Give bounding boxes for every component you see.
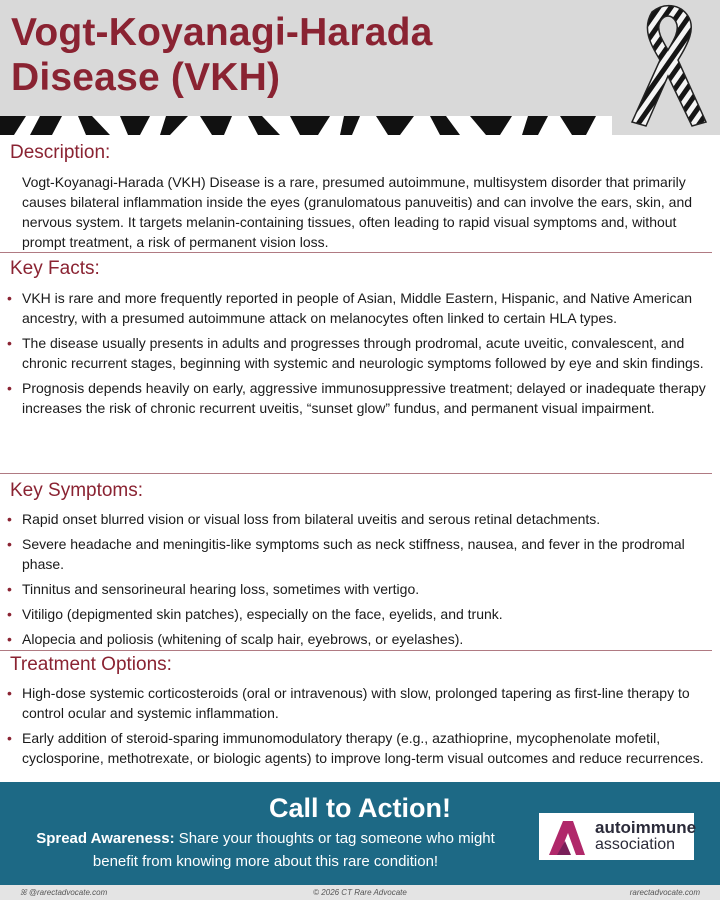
- divider: [0, 473, 712, 474]
- bullet-icon: •: [7, 606, 12, 622]
- list-item: • Early addition of steroid-sparing immunomodulatory therapy (e.g., azathioprine, mycophenolate mofetil, cyclosporine, methotrexate, or biologic agents) to improve long-term visual outcomes and reduce recurrences.: [7, 730, 704, 766]
- list-item: • Vitiligo (depigmented skin patches), especially on the face, eyelids, and trunk.: [7, 606, 503, 622]
- list-item: • Alopecia and poliosis (whitening of scalp hair, eyebrows, or eyelashes).: [7, 631, 464, 647]
- key-symptoms-heading: Key Symptoms:: [10, 480, 144, 501]
- list-item: • Severe headache and meningitis-like symptoms such as neck stiffness, nausea, and fever in the prodromal phase.: [7, 536, 685, 572]
- zebra-ribbon-icon: [612, 0, 720, 135]
- divider: [0, 650, 712, 651]
- bullet-icon: •: [7, 511, 12, 527]
- bullet-icon: •: [7, 335, 12, 351]
- call-to-action-banner: [0, 782, 720, 885]
- footer-handle[interactable]: ꕤ @rarectadvocate.com: [20, 888, 108, 897]
- key-symptoms-list: [0, 509, 712, 654]
- bullet-icon: •: [7, 290, 12, 306]
- butterfly-icon: ꕤ: [20, 888, 29, 897]
- logo-word-association: association: [595, 836, 676, 853]
- zebra-stripe-band: [0, 116, 612, 135]
- logo-word-autoimmune: autoimmune: [595, 818, 697, 837]
- footer-copyright: © 2026 CT Rare Advocate: [313, 888, 407, 897]
- treatment-list: [0, 683, 712, 773]
- list-item: • Tinnitus and sensorineural hearing loss, sometimes with vertigo.: [7, 581, 420, 597]
- footer-website-link[interactable]: rarectadvocate.com: [629, 888, 700, 897]
- bullet-icon: •: [7, 536, 12, 552]
- list-item: • High-dose systemic corticosteroids (oral or intravenous) with slow, prolonged tapering as first-line therapy to control ocular and systemic inflammation.: [7, 685, 690, 721]
- list-item: • VKH is rare and more frequently reported in people of Asian, Middle Eastern, Hispanic, and Native American ancestry, with a presumed autoimmune attack on melanocytes often linked to certain HLA types.: [7, 290, 693, 326]
- cta-body: Share your thoughts or tag someone who might benefit from knowing more about this rare condition!: [92, 830, 495, 870]
- cta-lead: Spread Awareness:: [36, 830, 175, 847]
- title-line-1: Vogt-Koyanagi-Harada: [11, 11, 433, 54]
- treatment-heading: Treatment Options:: [10, 654, 172, 675]
- bullet-icon: •: [7, 730, 12, 746]
- autoimmune-association-logo[interactable]: [539, 813, 697, 860]
- bullet-icon: •: [7, 581, 12, 597]
- bullet-icon: •: [7, 631, 12, 647]
- list-item: • Rapid onset blurred vision or visual loss from bilateral uveitis and serous retinal detachments.: [7, 511, 601, 527]
- logo-mark-icon: [545, 817, 589, 857]
- bullet-icon: •: [7, 380, 12, 396]
- description-heading: Description:: [10, 142, 111, 163]
- key-facts-list: [0, 288, 712, 423]
- footer-bar: [0, 885, 720, 900]
- title-line-2: Disease (VKH): [11, 56, 281, 99]
- page-title: [11, 10, 571, 100]
- header: [0, 0, 720, 135]
- description-text: Vogt-Koyanagi-Harada (VKH) Disease is a rare, presumed autoimmune, multisystem disorder that primarily causes bilateral inflammation inside the eyes (granulomatous panuveitis) and can involve the ears, skin, and nervous system. It targets melanin-containing tissues, often leading to rapid visual symptoms and, without prompt treatment, a risk of permanent vision loss.: [22, 174, 693, 250]
- divider: [0, 252, 712, 253]
- bullet-icon: •: [7, 685, 12, 701]
- key-facts-heading: Key Facts:: [10, 258, 100, 279]
- list-item: • The disease usually presents in adults and progresses through prodromal, acute uveitic, convalescent, and chronic recurrent stages, beginning with systemic and neurologic symptoms followed by eye and skin findings.: [7, 335, 704, 371]
- cta-title: Call to Action!: [269, 793, 451, 823]
- cta-text: [18, 827, 513, 873]
- list-item: • Prognosis depends heavily on early, aggressive immunosuppressive treatment; delayed or inadequate therapy increases the risk of chronic recurrent uveitis, “sunset glow” fundus, and permanent visual impairment.: [7, 380, 706, 416]
